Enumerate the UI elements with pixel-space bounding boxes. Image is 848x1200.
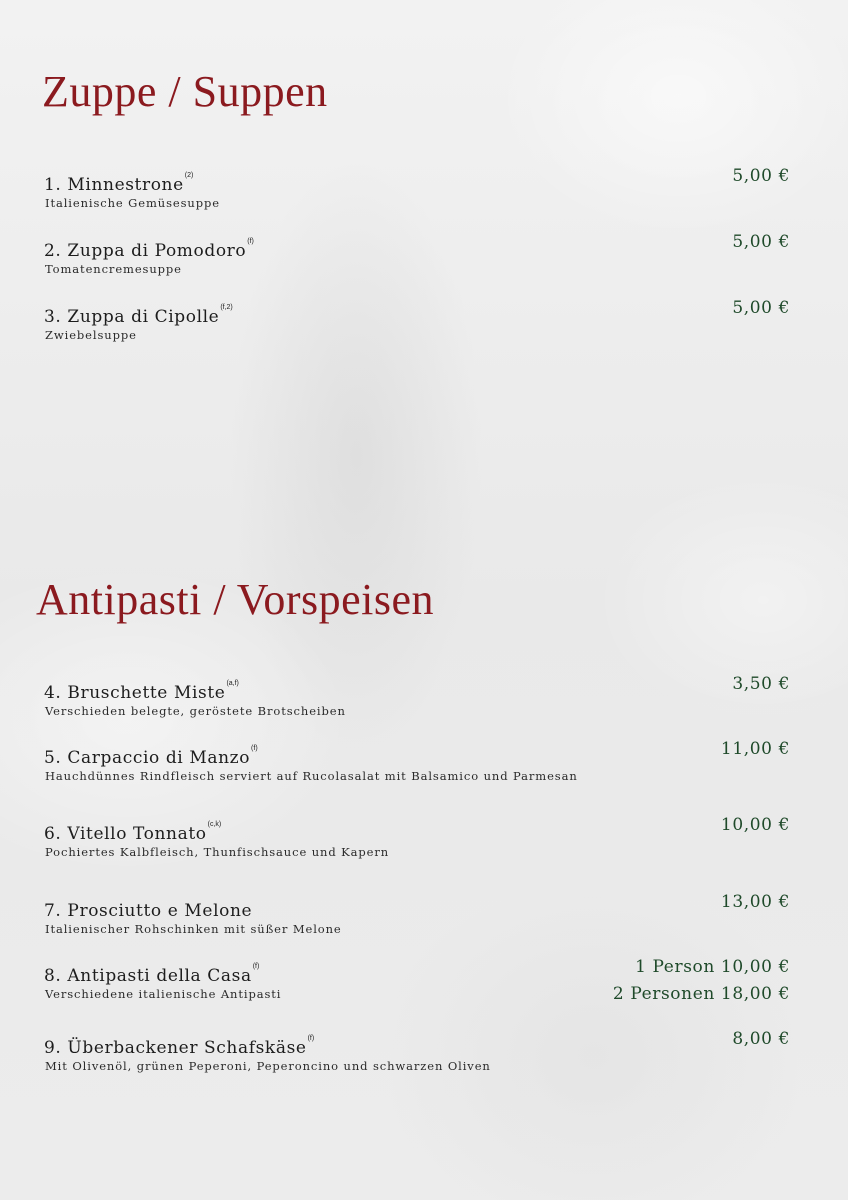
allergen-note: (f,2) (220, 304, 233, 311)
item-price: 10,00 € (720, 815, 790, 835)
allergen-note: (f) (247, 238, 254, 245)
item-description: Italienischer Rohschinken mit süßer Melone (45, 922, 342, 936)
item-description: Mit Olivenöl, grünen Peperoni, Peperoncino und schwarzen Oliven (45, 1059, 491, 1073)
menu-item-zuppa-di-cipolle (0, 298, 848, 342)
allergen-note: (f) (251, 745, 258, 752)
menu-item-ueberbackener-schafskaese (0, 1029, 848, 1073)
item-price: 5,00 € (732, 232, 790, 252)
item-name: 7. Prosciutto e Melone (44, 901, 253, 921)
item-name: 8. Antipasti della Casa$^{(f)}$ (44, 963, 260, 986)
item-price: 5,00 € (732, 298, 790, 318)
item-name: 1. Minnestrone$^{(2)}$ (44, 172, 194, 195)
item-description: Hauchdünnes Rindfleisch serviert auf Rucolasalat mit Balsamico und Parmesan (45, 769, 578, 783)
item-name: 6. Vitello Tonnato$^{(c,k)}$ (44, 821, 222, 844)
item-price-2-persons: 2 Personen 18,00 € (612, 984, 790, 1004)
allergen-note: (2) (184, 172, 194, 179)
allergen-note: (a,f) (226, 680, 239, 687)
menu-item-minestrone (0, 166, 848, 210)
menu-item-bruschette-miste (0, 674, 848, 718)
item-description: Zwiebelsuppe (45, 328, 137, 342)
allergen-note: (c,k) (207, 821, 222, 828)
item-price-1-person: 1 Person 10,00 € (635, 957, 790, 977)
item-name: 2. Zuppa di Pomodoro$^{(f)}$ (44, 238, 254, 261)
item-name: 5. Carpaccio di Manzo$^{(f)}$ (44, 745, 258, 768)
section-title-vorspeisen: Antipasti / Vorspeisen (36, 575, 435, 624)
allergen-note: (f) (252, 963, 260, 970)
menu-item-carpaccio-di-manzo (0, 739, 848, 783)
menu-item-antipasti-della-casa (0, 957, 848, 1004)
menu-item-zuppa-di-pomodoro (0, 232, 848, 276)
item-price: 13,00 € (720, 892, 790, 912)
item-price: 8,00 € (732, 1029, 790, 1049)
item-name: 4. Bruschette Miste$^{(a,f)}$ (44, 680, 239, 703)
item-name: 3. Zuppa di Cipolle$^{(f,2)}$ (44, 304, 233, 327)
item-description: Italienische Gemüsesuppe (45, 196, 220, 210)
item-description: Tomatencremesuppe (45, 262, 182, 276)
item-description: Verschieden belegte, geröstete Brotscheiben (45, 704, 346, 718)
menu-item-vitello-tonnato (0, 815, 848, 859)
item-price: 11,00 € (720, 739, 790, 759)
allergen-note: (f) (307, 1035, 315, 1042)
item-price: 5,00 € (732, 166, 790, 186)
item-description: Pochiertes Kalbfleisch, Thunfischsauce und Kapern (45, 845, 390, 859)
section-title-suppen: Zuppe / Suppen (42, 67, 328, 116)
item-price: 3,50 € (732, 674, 790, 694)
menu-item-prosciutto-e-melone (0, 892, 848, 936)
item-description: Verschiedene italienische Antipasti (45, 987, 282, 1001)
item-name: 9. Überbackener Schafskäse$^{(f)}$ (44, 1035, 315, 1058)
